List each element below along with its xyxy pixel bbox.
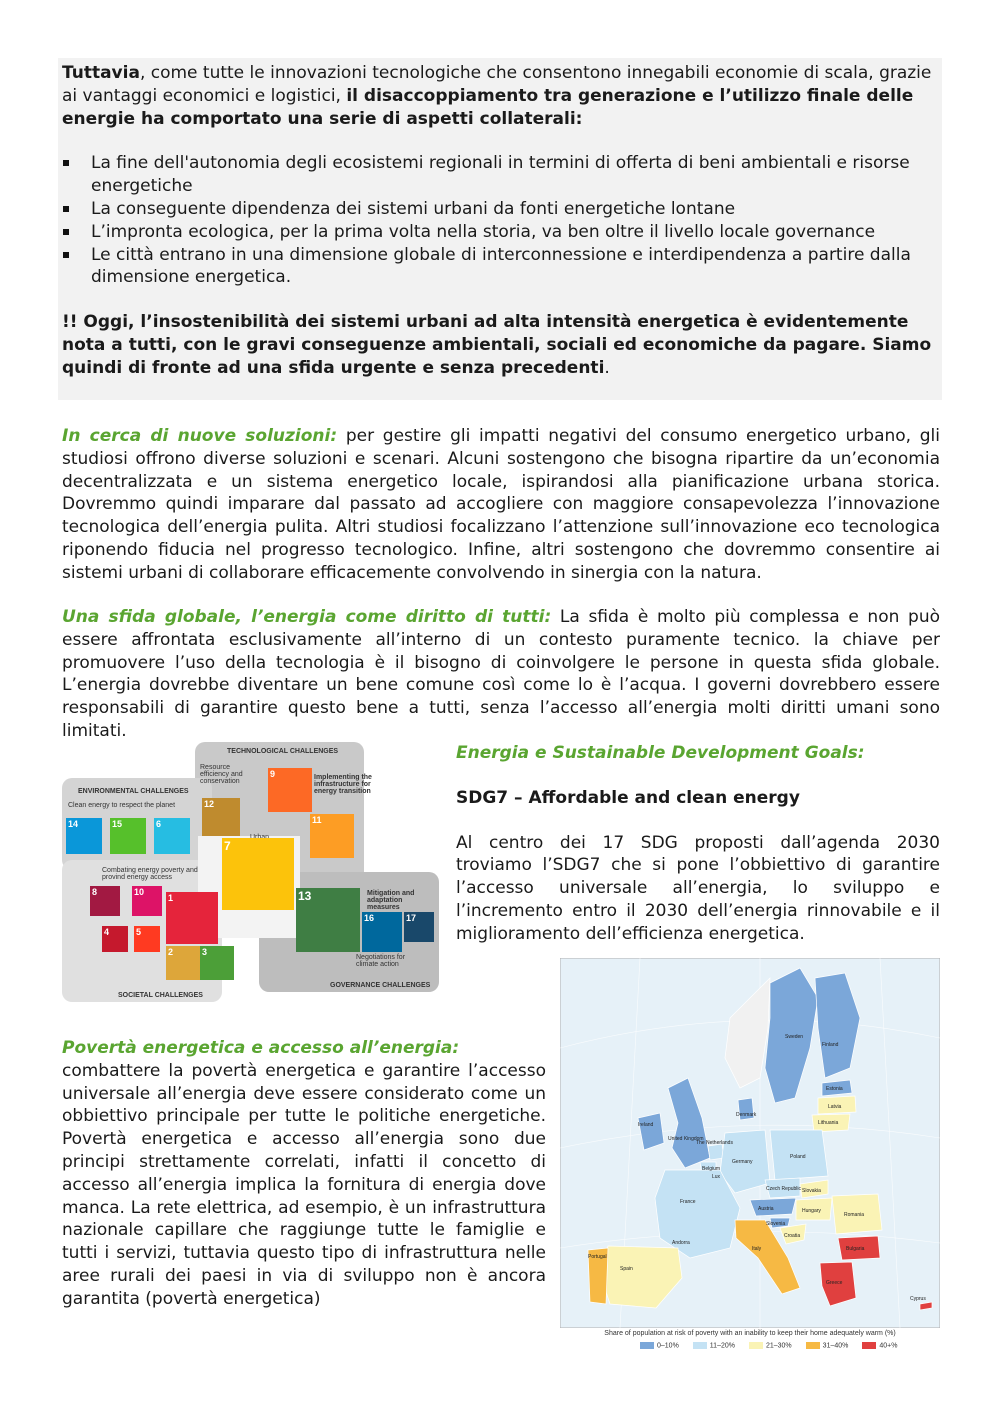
intro-lead-bold: Tuttavia [62,63,140,83]
france-label: France [680,1199,696,1205]
ireland-label: Ireland [638,1122,654,1128]
global-paragraph [62,606,940,743]
list-item: La fine dell'autonomia degli ecosistemi regionali in termini di offerta di beni ambientali e risorse energetiche [62,152,938,198]
hungary-label: Hungary [802,1208,821,1214]
list-item: L’impronta ecologica, per la prima volta nella storia, va ben oltre il livello locale governance [62,221,938,244]
sdg-11-tile: 11 [310,814,354,858]
clean-energy-label: Clean energy to respect the planet [68,802,176,809]
sweden-label: Sweden [785,1034,804,1040]
mitigation-label: Mitigation and adaptation measures [367,890,415,911]
lux-label: Lux [712,1174,721,1180]
sdg-1-tile: 1 [166,892,218,944]
legend-item: 31–40% [806,1342,849,1349]
slovenia-label: Slovenia [766,1221,786,1227]
solutions-heading: In cerca di nuove soluzioni: [62,426,338,446]
legend-item: 40+% [862,1342,897,1349]
sdg-13-tile: 13 [296,888,360,952]
sdg-4-tile: 4 [102,926,128,952]
europe-map-image [560,958,940,1328]
map-legend [640,1342,940,1349]
cyprus-label: Cyprus [910,1296,926,1302]
germany-label: Germany [732,1159,753,1165]
estonia-label: Estonia [826,1086,843,1092]
slovakia-label: Slovakia [802,1188,821,1194]
solutions-paragraph [62,425,940,585]
portugal-label: Portugal [588,1254,607,1260]
bulgaria-label: Bulgaria [846,1246,865,1252]
sdg-12-tile: 12 [202,798,240,836]
denmark-label: Denmark [736,1112,757,1118]
sdg-15-tile: 15 [110,818,146,854]
uk-label: United Kingdom [668,1136,704,1142]
warning-end: . [604,357,610,378]
resource-label: Resource efficiency and conservation [200,764,243,785]
solutions-text: per gestire gli impatti negativi del consumo energetico urbano, gli studiosi offrono diverse soluzioni e scenari. Alcuni sostengono che bisogna ripartire da un’economia decentralizzata e un sistema energetico locale, ispirandosi alla pianificazione urbana storica. Dovremmo quindi imparare dal passato ad accogliere con maggiore consapevolezza l’innovazione tecnologica dell’energia pulita. Altri studiosi focalizzano l’attenzione sull’innovazione eco tecnologica riponendo fiducia nel progresso tecnologico. Infine, altri sostengono che dovremmo consentire ai sistemi urbani di collaborare efficacemente convolvendo in sinergia con la natura. [62,426,940,583]
belgium-label: Belgium [702,1166,721,1172]
combating-label: Combating energy poverty and provind energy access [102,867,198,881]
environmental-label: ENVIRONMENTAL CHALLENGES [78,788,189,795]
global-text: La sfida è molto più complessa e non può essere affrontata esclusivamente all’interno di un contesto puramente tecnico. la chiave per promuovere l’uso della tecnologia è il bisogno di coinvolgere le persone in questa sfida globale. L’energia dovrebbe diventare un bene comune così come lo è l’acqua. I governi dovrebbero essere responsabili di garantire questo bene a tutti, senza l’accesso all’energia molti diritti umani sono limitati. [62,607,940,741]
sdg-subheading: SDG7 – Affordable and clean energy [456,787,800,808]
sdg-6-tile: 6 [154,818,190,854]
global-heading: Una sfida globale, l’energia come diritto di tutti: [62,607,552,627]
poverty-heading: Povertà energetica e accesso all’energia: [62,1038,460,1058]
societal-label: SOCIETAL CHALLENGES [118,992,203,999]
list-item: La conseguente dipendenza dei sistemi urbani da fonti energetiche lontane [62,198,938,221]
intro-bullet-list [62,152,938,289]
poland-label: Poland [790,1154,806,1160]
italy-label: Italy [752,1246,762,1252]
sdg-17-tile: 17 [404,912,434,942]
negotiations-label: Negotiations for climate action [356,954,406,968]
andorra-label: Andorra [672,1240,690,1246]
finland-label: Finland [822,1042,839,1048]
sdg-3-tile: 3 [200,946,234,980]
legend-item: 21–30% [749,1342,792,1349]
czech-label: Czech Republic [766,1186,802,1192]
greece-label: Greece [826,1280,843,1286]
sdg-7-tile: 7 [222,838,294,910]
intro-paragraph [62,62,938,130]
spain-label: Spain [620,1266,633,1272]
sdg-8-tile: 8 [90,886,120,916]
sdg-16-tile: 16 [362,912,402,952]
croatia-label: Croatia [784,1233,801,1239]
europe-energy-poverty-map [560,958,940,1354]
intro-lead-text: , come tutte le innovazioni tecnologiche che consentono innegabili economie di scala, grazie ai vantaggi economici e logistici, [62,63,932,106]
sdg-5-tile: 5 [134,926,160,952]
intro-lead-bold-2: il disaccoppiamento tra generazione e l’utilizzo finale delle energie ha comportato una serie di aspetti collaterali: [62,85,914,129]
technological-label: TECHNOLOGICAL CHALLENGES [227,748,339,755]
sdg-text: Al centro dei 17 SDG proposti dall’agenda 2030 troviamo l’SDG7 che si pone l’obbiettivo di garantire l’accesso universale all’energia, lo sviluppo e l’incremento entro il 2030 dell’energia rinnovabile e il miglioramento dell’efficienza energetica. [456,832,940,944]
governance-label: GOVERNANCE CHALLENGES [330,982,431,989]
list-item: Le città entrano in una dimensione globale di interconnessione e interdipendenza a partire dalla dimensione energetica. [62,244,938,290]
romania-label: Romania [844,1212,865,1218]
sdg-10-tile: 10 [132,886,162,916]
implementing-label: Implementing the infrastructure for energy transition [314,774,372,795]
warning-bold: !! Oggi, l’insostenibilità dei sistemi urbani ad alta intensità energetica è evidentemente nota a tutti, con le gravi conseguenze ambientali, sociali ed economiche da pagare. Siamo quindi di fronte ad una sfida urgente e senza precedenti [62,312,932,378]
poverty-text: combattere la povertà energetica e garantire l’accesso universale all’energia deve essere considerato come un obbiettivo principale per tutte le politiche energetiche. Povertà energetica e accesso all’energia sono due principi strettamente correlati, infatti il concetto di accesso all’energia implica la fornitura di energia dove manca. La rete elettrica, ad esempio, è un infrastruttura nazionale capillare che raggiunge tutte le famiglie e tutti i servizi, tuttavia questo tipo di infrastruttura nelle aree rurali dei paesi in via di sviluppo non è ancora garantita (povertà energetica) [62,1060,546,1309]
warning-paragraph [62,311,938,379]
sdg-heading: Energia e Sustainable Development Goals: [456,743,865,763]
sdg-14-tile: 14 [66,818,102,854]
legend-item: 11–20% [693,1342,735,1349]
sdg-9-tile: 9 [268,768,312,812]
lithuania-label: Lithuania [818,1120,839,1126]
sdg-2-tile: 2 [166,946,200,980]
poverty-section [62,1037,546,1311]
map-caption: Share of population at risk of poverty with an inability to keep their home adequately warm (%) [604,1330,896,1337]
intro-box [58,58,942,400]
netherlands-label: The Netherlands [696,1140,733,1146]
sdg-infographic [62,742,442,1006]
legend-item: 0–10% [640,1342,679,1349]
latvia-label: Latvia [828,1104,842,1110]
sdg-section [456,742,940,946]
austria-label: Austria [758,1206,774,1212]
